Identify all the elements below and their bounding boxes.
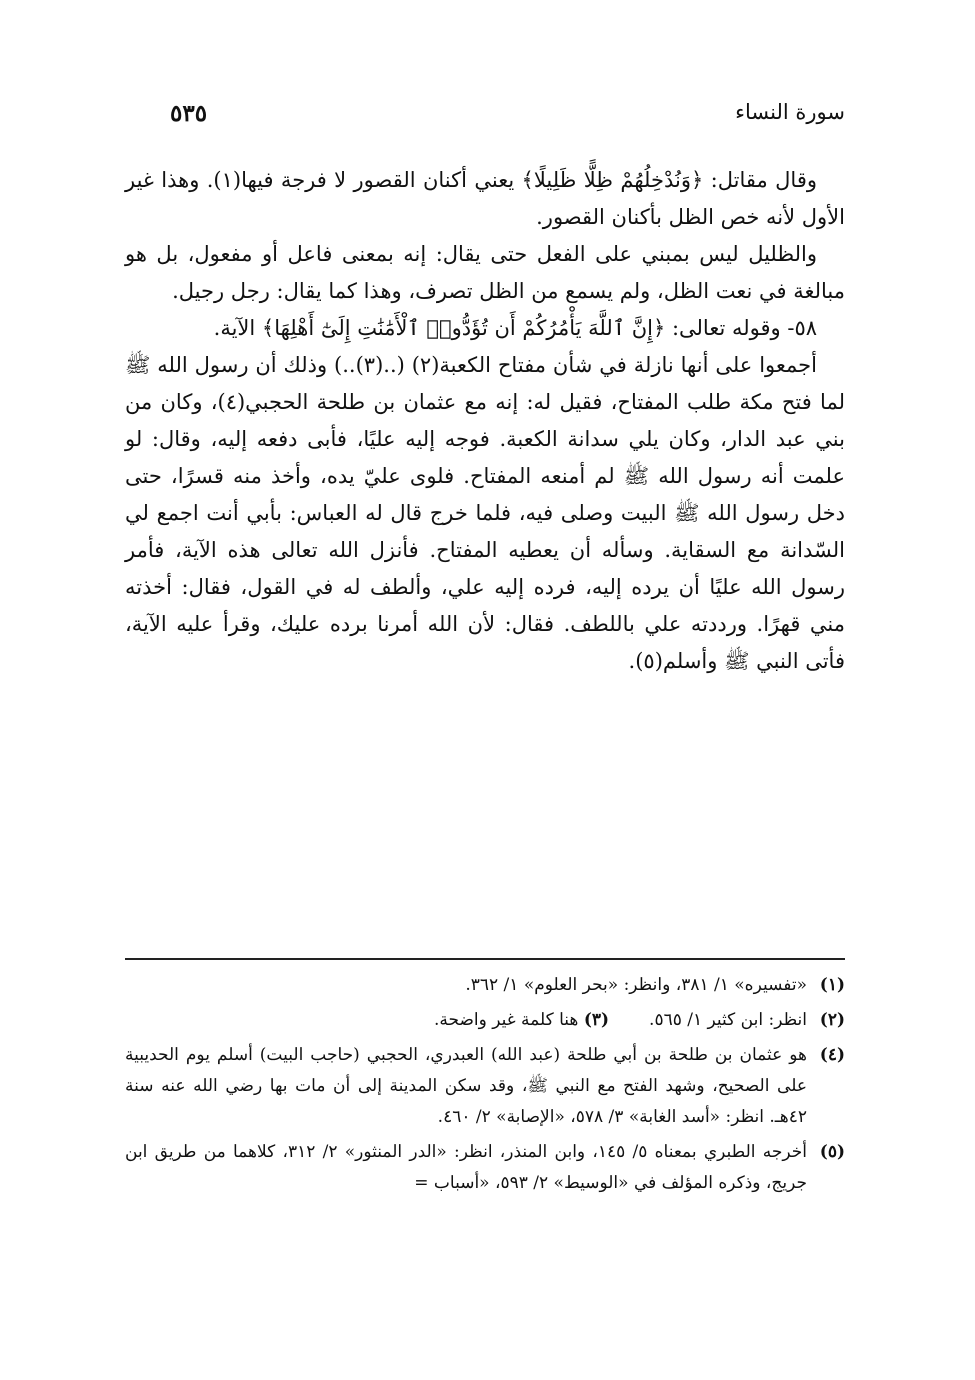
footnotes bbox=[125, 970, 845, 1203]
footnote-1 bbox=[125, 970, 845, 1001]
footnote-4 bbox=[125, 1040, 845, 1133]
paragraph-zalil: والظليل ليس بمبني على الفعل حتى يقال: إنه بمعنى فاعل أو مفعول، بل هو مبالغة في نعت الظل، ولم يسمع من الظل تصرف، وهذا كما يقال: رجل رجيل. bbox=[125, 242, 845, 303]
footnote-number: (٤) bbox=[819, 1045, 845, 1065]
footnote-5 bbox=[125, 1137, 845, 1199]
paragraph-verse-58: ٥٨- وقوله تعالى: ﴿إِنَّ ٱللَّهَ يَأْمُرُكُمْ أَن تُؤَدُّوا۟ ٱلْأَمَٰنَٰتِ إِلَىٰٓ أَهْلِهَا﴾ الآية. bbox=[213, 316, 817, 340]
paragraph-muqatil: وقال مقاتل: ﴿وَنُدْخِلُهُمْ ظِلًّا ظَلِيلًا﴾ يعني أكنان القصور لا فرجة فيها(١). وهذا غير الأول لأنه خص الظل بأكنان القصور. bbox=[125, 168, 845, 229]
page-number: ٥٣٥ bbox=[170, 100, 208, 127]
footnote-number: (١) bbox=[819, 975, 845, 995]
footnote-2-3 bbox=[125, 1005, 845, 1036]
footnote-number: (٣) bbox=[583, 1010, 610, 1030]
footnote-text: هو عثمان بن طلحة بن أبي طلحة (عبد الله) العبدري، الحجبي (حاجب البيت) أسلم يوم الحديبية على الصحيح، وشهد الفتح مع النبي ﷺ، وقد سكن المدينة إلى أن مات بها رضي الله عنه سنة ٤٢هـ. انظر: «أسد الغابة» ٣/ ٥٧٨، «الإصابة» ٢/ ٤٦٠. bbox=[125, 1045, 807, 1127]
main-text bbox=[125, 162, 845, 680]
footnote-text: أخرجه الطبري بمعناه ٥/ ١٤٥، وابن المنذر، انظر: «الدر المنثور» ٢/ ٣١٢، كلاهما من طريق ابن جريج، وذكره المؤلف في «الوسيط» ٢/ ٥٩٣، «أسباب = bbox=[125, 1142, 808, 1193]
page-header bbox=[130, 100, 845, 140]
paragraph-occasion: أجمعوا على أنها نازلة في شأن مفتاح الكعبة(٢) (..(٣)..) وذلك أن رسول الله ﷺ لما فتح مكة طلب المفتاح، فقيل له: إنه مع عثمان بن طلحة الحجبي(٤)، وكان من بني عبد الدار، وكان يلي سدانة الكعبة. فوجه إليه عليًا، فأبى دفعه إليه، وقال: لو علمت أنه رسول الله ﷺ لم أمنعه المفتاح. فلوى عليّ يده، وأخذ منه قسرًا، حتى دخل رسول الله ﷺ البيت وصلى فيه، فلما خرج قال له العباس: بأبي أنت اجمع لي السّدانة مع السقاية. وسأله أن يعطيه المفتاح. فأنزل الله تعالى هذه الآية، فأمر رسول الله عليًا أن يرده إليه، فرده إليه علي، وألطف له في القول، فقال: أخذته مني قهرًا. ورددته علي باللطف. فقال: لأن الله أمرنا برده عليك، وقرأ عليه الآية، فأتى النبي ﷺ وأسلم(٥). bbox=[125, 353, 845, 673]
footnote-number: (٢) bbox=[819, 1010, 845, 1030]
running-title: سورة النساء bbox=[735, 100, 845, 124]
footnote-text: انظر: ابن كثير ١/ ٥٦٥. bbox=[649, 1010, 807, 1030]
footnote-number: (٥) bbox=[819, 1142, 845, 1162]
footnote-text: هنا كلمة غير واضحة. bbox=[433, 1010, 579, 1030]
footnote-divider bbox=[125, 958, 845, 960]
footnote-text: «تفسيره» ١/ ٣٨١، وانظر: «بحر العلوم» ١/ ٣٦٢. bbox=[465, 975, 807, 995]
